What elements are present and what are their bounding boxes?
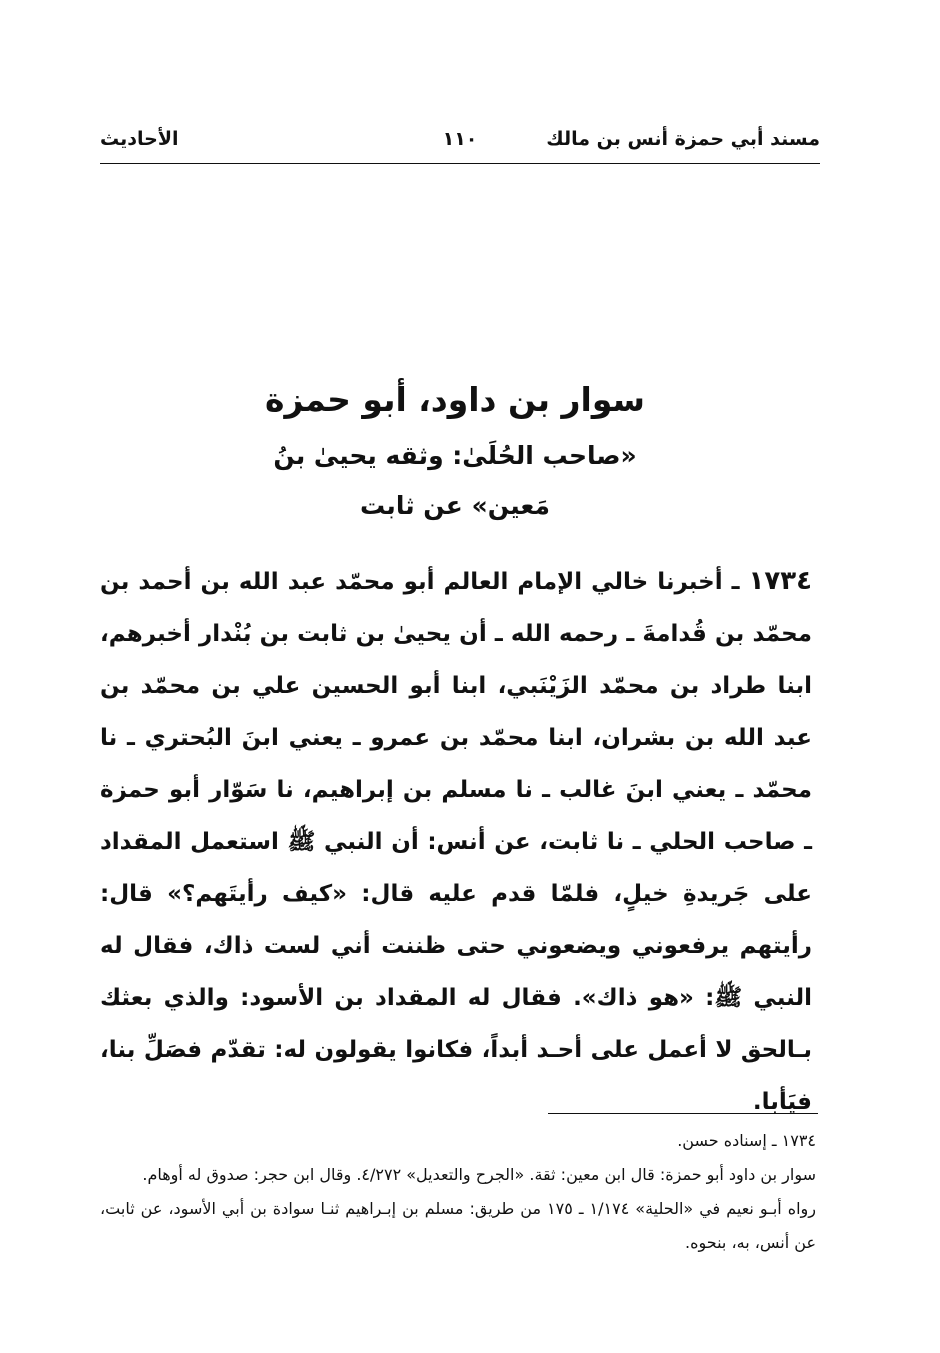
footnote-rule [548, 1113, 818, 1114]
chapter-subtitle-line-2: مَعين» عن ثابت [359, 491, 551, 520]
book-title: مسند أبي حمزة أنس بن مالك [546, 128, 820, 150]
hadith-number: ١٧٣٤ [748, 566, 812, 596]
chapter-subtitle-line-1: «صاحب الحُلَىٰ: وثقه يحيىٰ بنُ [273, 441, 637, 470]
running-header [100, 128, 820, 162]
hadith-text [100, 555, 812, 1128]
chapter-heading [230, 375, 680, 531]
footnotes [100, 1124, 816, 1260]
footnote-line: سوار بن داود أبو حمزة: قال ابن معين: ثقة. «الجرح والتعديل» ٤/٢٧٢. وقال ابن حجر: صدوق له أوهام. [142, 1165, 816, 1184]
footnote-line: رواه أبـو نعيم في «الحلية» ١/١٧٤ ـ ١٧٥ من طريق: مسلم بن إبـراهيم ثنـا سوادة بن أبي الأسود، عن ثابت، عن أنس، به، بنحوه. [100, 1199, 817, 1252]
chapter-title: سوار بن داود، أبو حمزة [264, 380, 646, 419]
header-rule [100, 163, 820, 164]
footnote-line: ١٧٣٤ ـ إسناده حسن. [677, 1131, 816, 1150]
section-title: الأحاديث [100, 128, 179, 150]
hadith-body: ـ أخبرنا خالي الإمام العالم أبو محمّد عبد الله بن أحمد بن محمّد بن قُدامةَ ـ رحمه الله ـ أن يحيىٰ بن ثابت بن بُنْدار أخبرهم، ابنا طراد بن محمّد الزَيْنَبي، ابنا أبو الحسين علي بن محمّد بن عبد الله بن بشران، ابنا محمّد بن عمرو ـ يعني ابنَ البُحتري ـ نا محمّد ـ يعني ابنَ غالب ـ نا مسلم بن إبراهيم، نا سَوّار أبو حمزة ـ صاحب الحلي ـ نا ثابت، عن أنس: أن النبي ﷺ استعمل المقداد على جَريدةِ خيلٍ، فلمّا قدم عليه قال: «كيف رأيتَهم؟» قال: رأيتهم يرفعوني ويضعوني حتى ظننت أني لست ذاك، فقال له النبي ﷺ: «هو ذاك». فقال له المقداد بن الأسود: والذي بعثك بـالحق لا أعمل على أحـد أبداً، فكانوا يقولون له: تقدّم فصَلِّ بنا، فيَأبا. [100, 569, 812, 1115]
page-number: ١١٠ [442, 128, 478, 150]
